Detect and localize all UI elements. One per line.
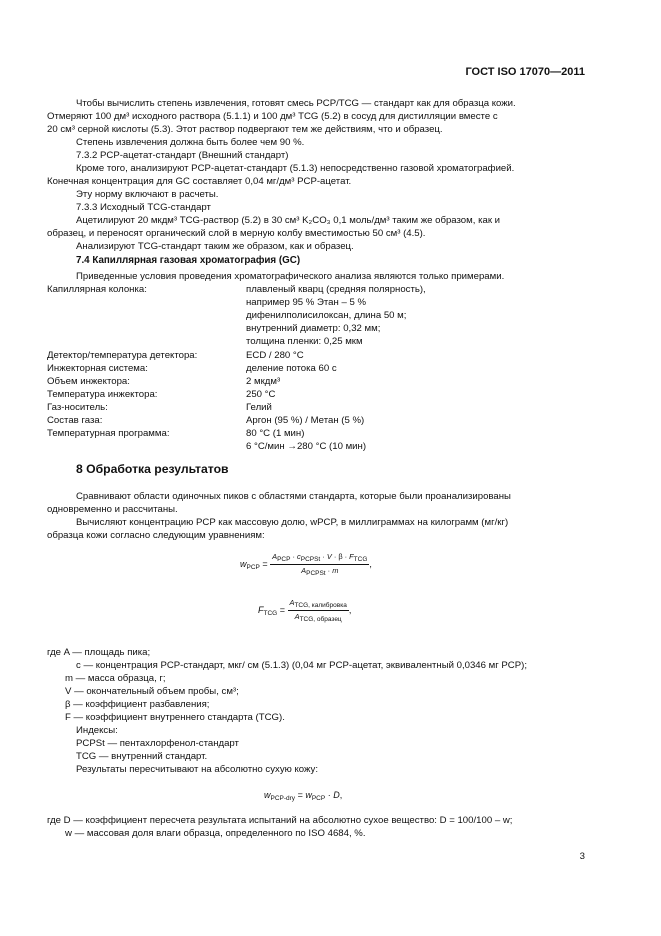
parameter-value: Аргон (95 %) / Метан (5 %) <box>246 415 365 426</box>
section-7-3-3-title: 7.3.3 Исходный TCG-стандарт <box>76 202 211 213</box>
parameter-key: Объем инжектора: <box>47 375 130 387</box>
parameter-value: 250 °C <box>246 388 276 400</box>
parameter-value: плавленый кварц (средняя полярность), <box>246 284 426 295</box>
paragraph-line: одновременно и рассчитаны. <box>47 504 178 515</box>
parameter-value: например 95 % Этан – 5 % <box>246 297 367 309</box>
paragraph-line: образца кожи согласно следующим уравнениям: <box>47 530 265 541</box>
parameter-key: Детектор/температура детектора: <box>47 349 198 361</box>
equation-wpcp-dry: $w_{PCP-dry} = w_{PCP} \cdot D$, <box>264 790 343 802</box>
parameter-value: Гелий <box>246 401 272 413</box>
parameter-value: деление потока 60 с <box>246 362 337 374</box>
parameter-key: Инжекторная система: <box>47 362 148 374</box>
paragraph-line: Приведенные условия проведения хроматографического анализа являются только примерами. <box>76 271 505 282</box>
intro-line: Отмеряют 100 дм³ исходного раствора (5.1.1) и 100 дм³ TCG (5.2) в сосуд для дистилляции вместе с <box>47 111 498 122</box>
definition-line: TCG — внутренний стандарт. <box>76 751 208 762</box>
definition-line: β — коэффициент разбавления; <box>65 699 210 710</box>
definition-line: w — массовая доля влаги образца, определенного по ISO 4684, %. <box>65 828 366 839</box>
definition-line: где D — коэффициент пересчета результата испытаний на абсолютно сухое вещество: D = 100/100 – w; <box>47 815 513 826</box>
definition-line: Индексы: <box>76 725 118 736</box>
definition-line: V — окончательный объем пробы, см³; <box>65 686 239 697</box>
parameter-key: Капиллярная колонка: <box>47 284 147 295</box>
definition-line: F — коэффициент внутреннего стандарта (TCG). <box>65 712 285 723</box>
parameter-value: толщина пленки: 0,25 мкм <box>246 336 363 348</box>
paragraph-line: Ацетилируют 20 мкдм³ TCG-раствор (5.2) в 30 см³ K₂CO₃ 0,1 моль/дм³ таким же образом, как и <box>76 215 501 226</box>
definition-line: m — масса образца, г; <box>65 673 166 684</box>
parameter-value: дифенилполисилоксан, длина 50 м; <box>246 310 407 322</box>
paragraph-line: Результаты пересчитывают на абсолютно сухую кожу: <box>76 764 318 775</box>
paragraph-line: образец, и переносят органический слой в мерную колбу вместимостью 50 см³ (4.5). <box>47 228 426 239</box>
parameter-value: внутренний диаметр: 0,32 мм; <box>246 323 381 335</box>
equation-ftcg: $F_{TCG}$ = $\frac{A_{TCG, калибровка}}{A_{TCG, образец}}$ , <box>258 598 352 623</box>
parameter-key: Состав газа: <box>47 415 103 426</box>
paragraph-line: Вычисляют концентрацию PCP как массовую долю, wPCP, в миллиграммах на килограмм (мг/кг) <box>76 517 509 528</box>
page-number: 3 <box>579 851 585 862</box>
paragraph-line: Кроме того, анализируют PCP-ацетат-стандарт (5.1.3) непосредственно газовой хроматографией. <box>76 163 515 174</box>
equation-wpcp: $w_{PCP}$ = $\frac{A_{PCP} \cdot c_{PCPSt} \cdot V \cdot \beta \cdot F_{TCG}}{A_{PCPSt} \cdot m}$ , <box>240 552 372 577</box>
paragraph-line: Анализируют TCG-стандарт таким же образом, как и образец. <box>76 241 354 252</box>
paragraph-line: Сравнивают области одиночных пиков с областями стандарта, которые были проанализированы <box>76 491 511 502</box>
intro-line: 20 см³ серной кислоты (5.3). Этот раствор подвергают тем же действиям, что и образец. <box>47 124 443 135</box>
parameter-value: ECD / 280 °C <box>246 349 304 361</box>
document-header: ГОСТ ISO 17070—2011 <box>465 66 585 78</box>
parameter-value: 80 °C (1 мин) <box>246 428 305 440</box>
parameter-value: 6 °C/мин →280 °C (10 мин) <box>246 441 367 453</box>
paragraph-line: Эту норму включают в расчеты. <box>76 189 219 200</box>
definition-line: PCPSt — пентахлорфенол-стандарт <box>76 738 239 749</box>
section-7-3-2-title: 7.3.2 PCP-ацетат-стандарт (Внешний стандарт) <box>76 150 289 161</box>
parameter-key: Температурная программа: <box>47 428 170 440</box>
parameter-value: 2 мкдм³ <box>246 375 281 387</box>
parameter-key: Температура инжектора: <box>47 388 158 400</box>
paragraph-line: Конечная концентрация для GC составляет 0,04 мг/дм³ PCP-ацетат. <box>47 176 352 187</box>
intro-line: Степень извлечения должна быть более чем 90 %. <box>76 137 305 148</box>
section-8-title: 8 Обработка результатов <box>76 462 229 476</box>
section-7-4-title: 7.4 Капиллярная газовая хроматография (GC) <box>76 255 301 266</box>
parameter-key: Газ-носитель: <box>47 401 108 413</box>
definition-line: c — концентрация PCP-стандарт, мкг/ см (5.1.3) (0,04 мг PCP-ацетат, эквивалентный 0,0346 мг PCP); <box>76 660 527 671</box>
definition-line: где A — площадь пика; <box>47 647 151 658</box>
intro-line: Чтобы вычислить степень извлечения, готовят смесь PCP/TCG — стандарт как для образца кожи. <box>76 98 516 109</box>
